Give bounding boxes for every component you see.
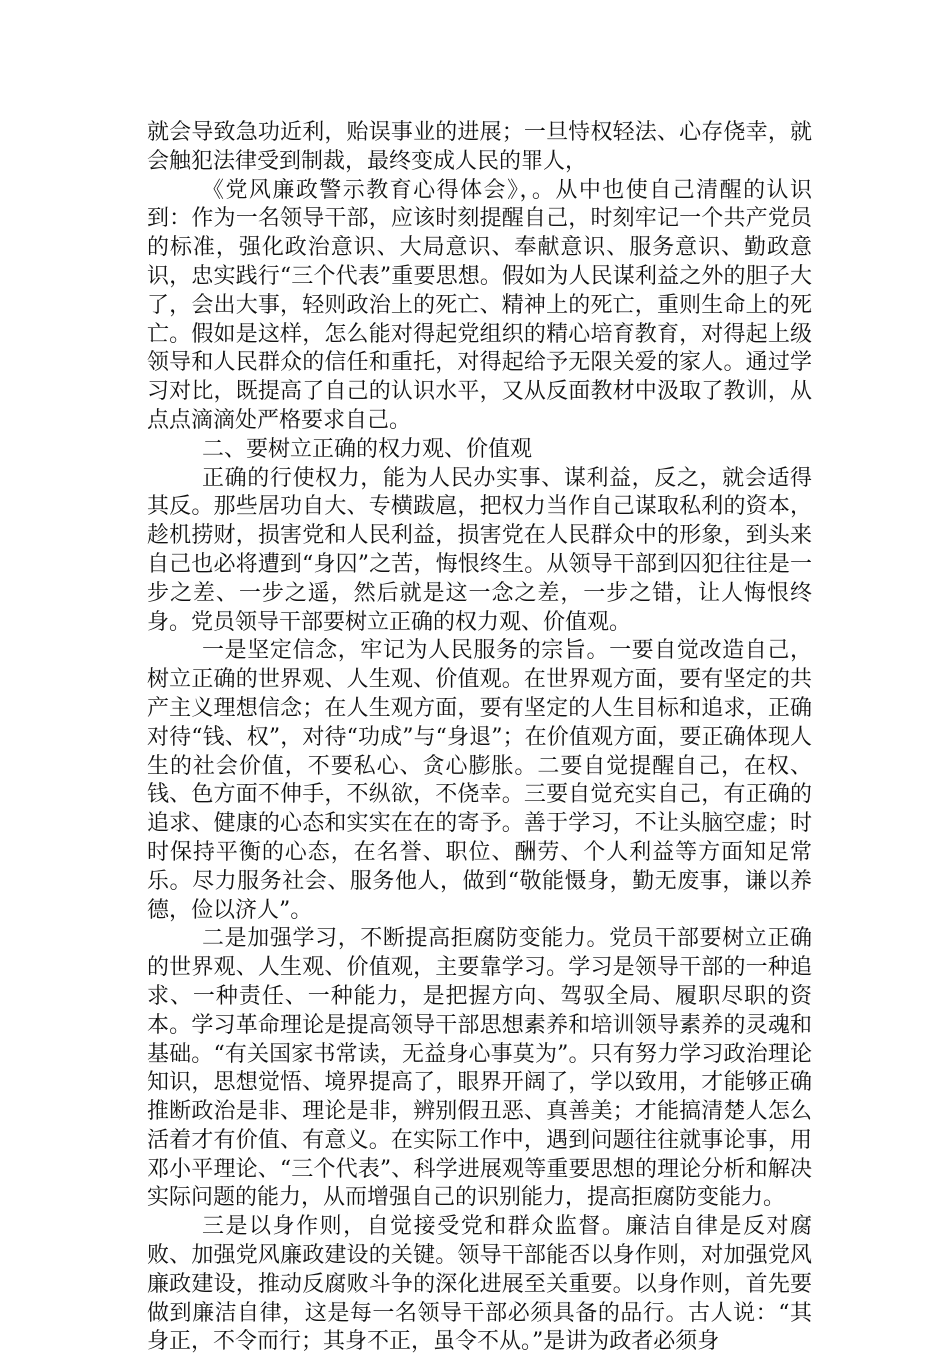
paragraph-point-one: 一是坚定信念，牢记为人民服务的宗旨。一要自觉改造自己，树立正确的世界观、人生观、价值观。在世界观方面，要有坚定的共产主义理想信念；在人生观方面，要有坚定的人生目标和追求，正确对待“钱、权”，对待“功成”与“身退”；在价值观方面，要正确体现人生的社会价值，不要私心、贪心膨胀。二要自觉提醒自己，在权、钱、色方面不伸手，不纵欲，不侥幸。三要自觉充实自己，有正确的追求、健康的心态和实实在在的寄予。善于学习，不让头脑空虚；时时保持平衡的心态，在名誉、职位、酬劳、个人利益等方面知足常乐。尽力服务社会、服务他人，做到“敬能慑身，勤无废事，谦以养德，俭以济人”。 [147, 638, 812, 923]
paragraph-point-two: 二是加强学习，不断提高拒腐防变能力。党员干部要树立正确的世界观、人生观、价值观，主要靠学习。学习是领导干部的一种追求、一种责任、一种能力，是把握方向、驾驭全局、履职尽职的资本。学习革命理论是提高领导干部思想素养和培训领导素养的灵魂和基础。“有关国家书常读，无益身心事莫为”。只有努力学习政治理论知识，思想觉悟、境界提高了，眼界开阔了，学以致用，才能够正确推断政治是非、理论是非，辨别假丑恶、真善美；才能搞清楚人怎么活着才有价值、有意义。在实际工作中，遇到问题往往就事论事，用邓小平理论、“三个代表”、科学进展观等重要思想的理论分析和解决实际问题的能力，从而增强自己的识别能力，提高拒腐防变能力。 [147, 926, 812, 1211]
paragraph-reflection: 《党风廉政警示教育心得体会》，。从中也使自己清醒的认识到：作为一名领导干部，应该时刻提醒自己，时刻牢记一个共产党员的标准，强化政治意识、大局意识、奉献意识、服务意识、勤政意识，忠实践行“三个代表”重要思想。假如为人民谋利益之外的胆子大了，会出大事，轻则政治上的死亡、精神上的死亡，重则生命上的死亡。假如是这样，怎么能对得起党组织的精心培育教育，对得起上级领导和人民群众的信任和重托，对得起给予无限关爱的家人。通过学习对比，既提高了自己的认识水平，又从反面教材中汲取了教训，从点点滴滴处严格要求自己。 [147, 177, 812, 433]
paragraph-point-three: 三是以身作则，自觉接受党和群众监督。廉洁自律是反对腐败、加强党风廉政建设的关键。领导干部能否以身作则，对加强党风廉政建设，推动反腐败斗争的深化进展至关重要。以身作则，首先要做到廉洁自律，这是每一名领导干部必须具备的品行。古人说：“其身正，不令而行；其身不正，虽令不从。”是讲为政者必须身 [147, 1214, 812, 1355]
section-heading: 二、要树立正确的权力观、价值观 [202, 436, 533, 462]
paragraph-continuation: 就会导致急功近利，贻误事业的进展；一旦恃权轻法、心存侥幸，就会触犯法律受到制裁，最终变成人民的罪人， [147, 120, 812, 174]
paragraph-power-view: 正确的行使权力，能为人民办实事、谋利益，反之，就会适得其反。那些居功自大、专横跋扈，把权力当作自己谋取私利的资本，趁机捞财，损害党和人民利益，损害党在人民群众中的形象，到头来自己也必将遭到“身囚”之苦，悔恨终生。从领导干部到囚犯往往是一步之差、一步之遥，然后就是这一念之差，一步之错，让人悔恨终身。党员领导干部要树立正确的权力观、价值观。 [147, 465, 812, 635]
document-body [147, 119, 812, 1357]
